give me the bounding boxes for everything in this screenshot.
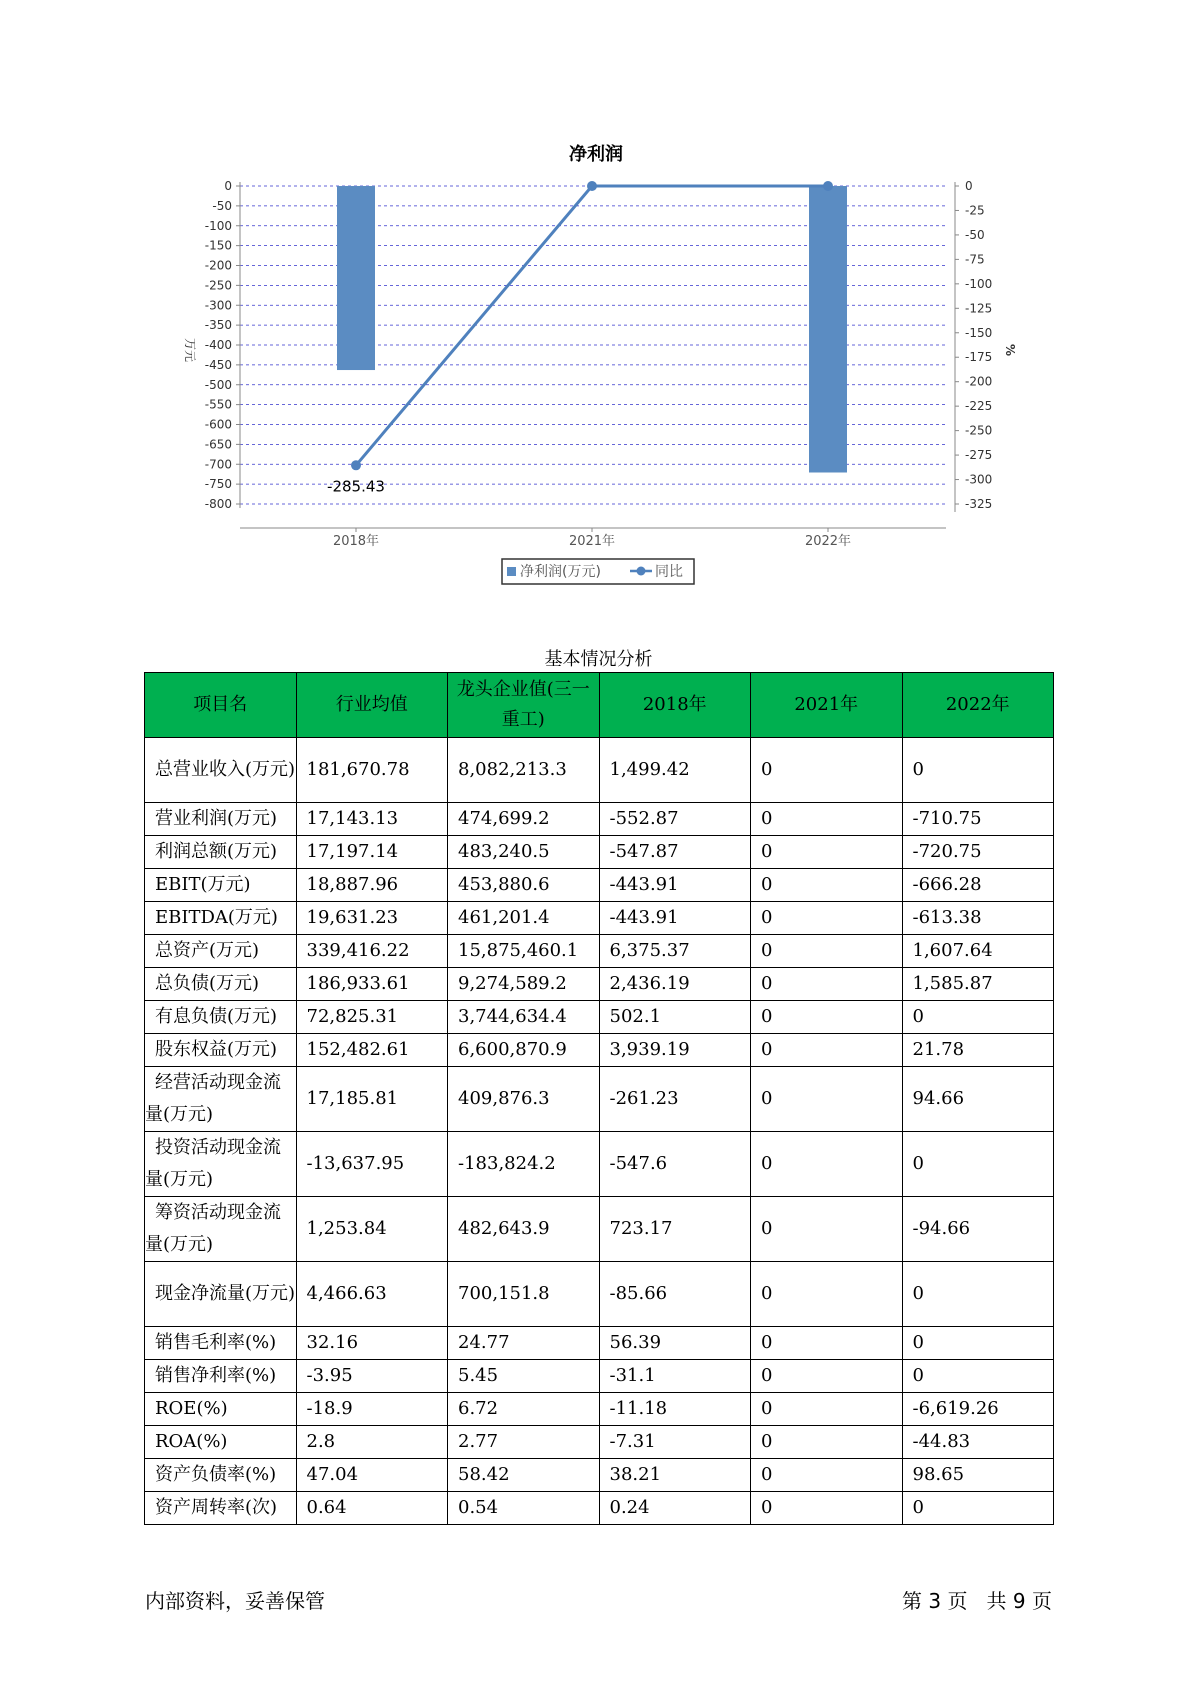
right-tick-label: -25 <box>965 203 985 218</box>
chart-title: 净利润 <box>569 144 623 165</box>
legend-line-marker <box>637 567 646 576</box>
table-row <box>145 968 1054 1001</box>
value-cell: 6,375.37 <box>599 935 751 968</box>
value-cell: 17,143.13 <box>296 803 448 836</box>
value-cell: -443.91 <box>599 902 751 935</box>
value-cell: 8,082,213.3 <box>448 738 600 803</box>
value-cell: 0 <box>751 803 903 836</box>
value-cell: 0 <box>751 1197 903 1262</box>
value-cell: -547.87 <box>599 836 751 869</box>
value-cell: 4,466.63 <box>296 1262 448 1327</box>
column-header: 2022年 <box>902 673 1054 738</box>
x-tick-label: 2018年 <box>332 534 380 549</box>
value-cell: 482,643.9 <box>448 1197 600 1262</box>
value-cell: 1,253.84 <box>296 1197 448 1262</box>
table-row <box>145 1459 1054 1492</box>
value-cell: 0 <box>751 1327 903 1360</box>
right-tick-label: -50 <box>965 227 985 242</box>
value-cell: 15,875,460.1 <box>448 935 600 968</box>
value-cell: 483,240.5 <box>448 836 600 869</box>
value-cell: 56.39 <box>599 1327 751 1360</box>
net-profit-chart <box>0 0 1191 600</box>
value-cell: -18.9 <box>296 1393 448 1426</box>
table-row <box>145 935 1054 968</box>
value-cell: 98.65 <box>902 1459 1054 1492</box>
left-tick-label: -50 <box>212 198 232 213</box>
value-cell: 1,585.87 <box>902 968 1054 1001</box>
value-cell: -44.83 <box>902 1426 1054 1459</box>
value-cell: 474,699.2 <box>448 803 600 836</box>
value-cell: 0.24 <box>599 1492 751 1525</box>
right-tick-label: -325 <box>965 497 993 511</box>
value-cell: 453,880.6 <box>448 869 600 902</box>
value-cell: -13,637.95 <box>296 1132 448 1197</box>
row-label-cell: 总资产(万元) <box>145 935 297 968</box>
value-cell: 186,933.61 <box>296 968 448 1001</box>
value-cell: -613.38 <box>902 902 1054 935</box>
value-cell: 0 <box>751 902 903 935</box>
value-cell: 2.8 <box>296 1426 448 1459</box>
table-row <box>145 1067 1054 1132</box>
bar-2022年 <box>809 186 847 472</box>
row-label-cell: 股东权益(万元) <box>145 1034 297 1067</box>
value-cell: 0 <box>902 1001 1054 1034</box>
table-row <box>145 1426 1054 1459</box>
left-tick-label: -450 <box>204 357 232 372</box>
value-cell: -710.75 <box>902 803 1054 836</box>
value-cell: 0.64 <box>296 1492 448 1525</box>
value-cell: 0 <box>751 1426 903 1459</box>
value-cell: 0 <box>751 1492 903 1525</box>
value-cell: -547.6 <box>599 1132 751 1197</box>
value-cell: 3,939.19 <box>599 1034 751 1067</box>
value-cell: -552.87 <box>599 803 751 836</box>
value-cell: 502.1 <box>599 1001 751 1034</box>
chart-axes <box>183 179 1017 549</box>
left-tick-label: -600 <box>204 417 232 432</box>
value-cell: -183,824.2 <box>448 1132 600 1197</box>
column-header: 2021年 <box>751 673 903 738</box>
value-cell: 0 <box>902 1132 1054 1197</box>
left-tick-label: 0 <box>224 179 232 193</box>
value-cell: 181,670.78 <box>296 738 448 803</box>
value-cell: 94.66 <box>902 1067 1054 1132</box>
left-tick-label: -350 <box>204 318 232 333</box>
value-cell: -85.66 <box>599 1262 751 1327</box>
value-cell: 38.21 <box>599 1459 751 1492</box>
chart-legend <box>502 559 694 584</box>
value-cell: 461,201.4 <box>448 902 600 935</box>
table-row <box>145 738 1054 803</box>
value-cell: 1,499.42 <box>599 738 751 803</box>
legend-bar-swatch <box>507 567 516 576</box>
value-cell: 2.77 <box>448 1426 600 1459</box>
value-cell: 6.72 <box>448 1393 600 1426</box>
value-cell: -261.23 <box>599 1067 751 1132</box>
value-cell: 0 <box>751 1360 903 1393</box>
value-cell: 0 <box>902 1492 1054 1525</box>
right-axis-title: % <box>1003 343 1017 357</box>
value-cell: 17,185.81 <box>296 1067 448 1132</box>
left-tick-label: -500 <box>204 377 232 392</box>
value-cell: -94.66 <box>902 1197 1054 1262</box>
left-axis-title: 万元 <box>183 337 197 363</box>
right-tick-label: -100 <box>965 276 993 291</box>
value-cell: 0 <box>751 1034 903 1067</box>
table-row <box>145 1393 1054 1426</box>
x-tick-label: 2022年 <box>804 534 852 549</box>
bar-series <box>337 186 847 472</box>
value-cell: 21.78 <box>902 1034 1054 1067</box>
value-cell: -11.18 <box>599 1393 751 1426</box>
row-label-cell: 销售毛利率(%) <box>145 1327 297 1360</box>
line-series <box>327 181 833 495</box>
left-tick-label: -100 <box>204 218 232 233</box>
row-label-cell: 现金净流量(万元) <box>145 1262 297 1327</box>
value-cell: 1,607.64 <box>902 935 1054 968</box>
value-cell: 0 <box>902 1360 1054 1393</box>
value-cell: 2,436.19 <box>599 968 751 1001</box>
value-cell: 0.54 <box>448 1492 600 1525</box>
table-row <box>145 1262 1054 1327</box>
value-cell: 0 <box>751 869 903 902</box>
value-cell: -3.95 <box>296 1360 448 1393</box>
value-cell: -720.75 <box>902 836 1054 869</box>
value-cell: 0 <box>751 1067 903 1132</box>
row-label-cell: 投资活动现金流量(万元) <box>145 1132 297 1197</box>
value-cell: 409,876.3 <box>448 1067 600 1132</box>
x-tick-label: 2021年 <box>568 534 616 549</box>
value-cell: 700,151.8 <box>448 1262 600 1327</box>
value-cell: 0 <box>902 1327 1054 1360</box>
row-label-cell: EBIT(万元) <box>145 869 297 902</box>
yoy-line <box>356 186 828 465</box>
left-tick-label: -200 <box>204 258 232 273</box>
value-cell: 0 <box>751 836 903 869</box>
row-label-cell: 筹资活动现金流量(万元) <box>145 1197 297 1262</box>
row-label-cell: 销售净利率(%) <box>145 1360 297 1393</box>
footer-confidential-note: 内部资料，妥善保管 <box>145 1589 325 1613</box>
table-row <box>145 803 1054 836</box>
table-row <box>145 1360 1054 1393</box>
table-row <box>145 836 1054 869</box>
value-cell: 0 <box>751 1459 903 1492</box>
row-label-cell: 总负债(万元) <box>145 968 297 1001</box>
right-tick-label: -125 <box>965 301 993 316</box>
row-label-cell: 有息负债(万元) <box>145 1001 297 1034</box>
row-label-cell: 资产周转率(次) <box>145 1492 297 1525</box>
value-cell: 0 <box>751 935 903 968</box>
value-cell: -6,619.26 <box>902 1393 1054 1426</box>
table-caption: 基本情况分析 <box>544 649 653 670</box>
table-row <box>145 1197 1054 1262</box>
right-tick-label: -75 <box>965 252 985 267</box>
table-row <box>145 1492 1054 1525</box>
table-row <box>145 1034 1054 1067</box>
column-header: 2018年 <box>599 673 751 738</box>
value-cell: 0 <box>902 1262 1054 1327</box>
row-label-cell: 利润总额(万元) <box>145 836 297 869</box>
analysis-table <box>144 672 1054 1525</box>
table-row <box>145 1001 1054 1034</box>
value-cell: 152,482.61 <box>296 1034 448 1067</box>
row-label-cell: 总营业收入(万元) <box>145 738 297 803</box>
row-label-cell: EBITDA(万元) <box>145 902 297 935</box>
data-label: -285.43 <box>327 477 385 496</box>
row-label-cell: 资产负债率(%) <box>145 1459 297 1492</box>
value-cell: 0 <box>751 1393 903 1426</box>
value-cell: 0 <box>751 968 903 1001</box>
right-tick-label: -225 <box>965 399 993 414</box>
value-cell: 18,887.96 <box>296 869 448 902</box>
right-tick-label: -300 <box>965 472 993 487</box>
table-body <box>145 738 1054 1525</box>
column-header: 龙头企业值(三一重工) <box>448 673 600 738</box>
bar-2018年 <box>337 186 375 370</box>
left-tick-label: -700 <box>204 457 232 472</box>
value-cell: 19,631.23 <box>296 902 448 935</box>
legend-label-bar: 净利润(万元) <box>520 564 601 580</box>
value-cell: 32.16 <box>296 1327 448 1360</box>
left-tick-label: -300 <box>204 298 232 313</box>
right-tick-label: -250 <box>965 423 993 438</box>
value-cell: 3,744,634.4 <box>448 1001 600 1034</box>
value-cell: 0 <box>751 1001 903 1034</box>
right-tick-label: -200 <box>965 374 993 389</box>
row-label-cell: ROA(%) <box>145 1426 297 1459</box>
right-tick-label: -150 <box>965 325 993 340</box>
table-header-row <box>145 673 1054 738</box>
value-cell: 47.04 <box>296 1459 448 1492</box>
left-tick-label: -250 <box>204 278 232 293</box>
row-label-cell: 营业利润(万元) <box>145 803 297 836</box>
value-cell: 6,600,870.9 <box>448 1034 600 1067</box>
right-tick-label: -175 <box>965 350 993 365</box>
footer-page-number: 第 3 页 共 9 页 <box>902 1589 1052 1613</box>
value-cell: 72,825.31 <box>296 1001 448 1034</box>
left-tick-label: -750 <box>204 477 232 492</box>
table-row <box>145 902 1054 935</box>
value-cell: 9,274,589.2 <box>448 968 600 1001</box>
value-cell: 0 <box>751 1132 903 1197</box>
left-tick-label: -150 <box>204 238 232 253</box>
yoy-point-2018年 <box>351 460 361 470</box>
value-cell: 0 <box>751 738 903 803</box>
value-cell: 339,416.22 <box>296 935 448 968</box>
left-tick-label: -550 <box>204 397 232 412</box>
column-header: 项目名 <box>145 673 297 738</box>
value-cell: 58.42 <box>448 1459 600 1492</box>
right-tick-label: 0 <box>965 179 973 193</box>
value-cell: 5.45 <box>448 1360 600 1393</box>
value-cell: -7.31 <box>599 1426 751 1459</box>
value-cell: 17,197.14 <box>296 836 448 869</box>
table-row <box>145 869 1054 902</box>
value-cell: 0 <box>902 738 1054 803</box>
left-tick-label: -400 <box>204 338 232 352</box>
table-row <box>145 1327 1054 1360</box>
left-tick-label: -650 <box>204 437 232 452</box>
row-label-cell: ROE(%) <box>145 1393 297 1426</box>
value-cell: -31.1 <box>599 1360 751 1393</box>
column-header: 行业均值 <box>296 673 448 738</box>
value-cell: 723.17 <box>599 1197 751 1262</box>
value-cell: -443.91 <box>599 869 751 902</box>
table-row <box>145 1132 1054 1197</box>
value-cell: 24.77 <box>448 1327 600 1360</box>
yoy-point-2021年 <box>587 181 597 191</box>
row-label-cell: 经营活动现金流量(万元) <box>145 1067 297 1132</box>
yoy-point-2022年 <box>823 181 833 191</box>
right-tick-label: -275 <box>965 448 993 463</box>
value-cell: 0 <box>751 1262 903 1327</box>
left-tick-label: -800 <box>204 497 232 511</box>
legend-label-line: 同比 <box>655 564 683 580</box>
value-cell: -666.28 <box>902 869 1054 902</box>
